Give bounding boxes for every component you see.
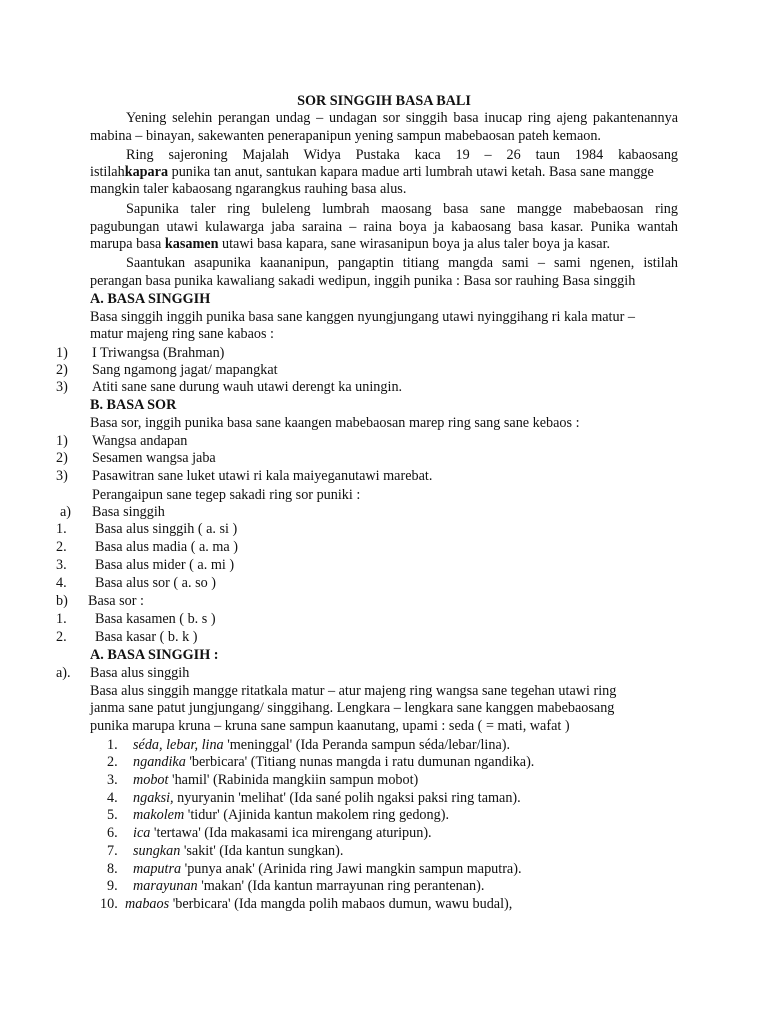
- class-a-item-1-number: 1.: [56, 521, 67, 537]
- paragraph-3-line-1: Sapunika taler ring buleleng lumbrah maosang basa sane mangge mabebaosan ring: [126, 201, 678, 217]
- paragraph-1-line-1: Yening selehin perangan undag – undagan sor singgih basa inucap ring ajeng pakantenannya: [126, 110, 678, 126]
- class-b-item-1-text: Basa kasamen ( b. s ): [95, 611, 216, 627]
- word-item-2-meaning: 'berbicara' (Titiang nunas mangda i ratu dumunan ngandika).: [185, 754, 535, 770]
- text-istilah: istilah: [90, 164, 125, 180]
- word-item-6-meaning: 'tertawa' (Ida makasami ica mirengang aturipun).: [150, 825, 432, 841]
- paragraph-2-line-3: mangkin taler kabaosang ngarangkus rauhing basa alus.: [90, 181, 407, 197]
- section-b-item-3-text: Pasawitran sane luket utawi ri kala maiyeganutawi marebat.: [92, 468, 433, 484]
- document-title: SOR SINGGIH BASA BALI: [297, 93, 471, 109]
- word-item-8-meaning: 'punya anak' (Arinida ring Jawi mangkin sampun maputra).: [181, 861, 522, 877]
- section-a-heading: A. BASA SINGGIH: [90, 291, 211, 307]
- word-item-6-term: ica: [133, 825, 151, 841]
- class-b-label: b): [56, 593, 68, 609]
- word-item-4: [133, 790, 521, 807]
- section-b-desc-line-1: Basa sor, inggih punika basa sane kaangen mabebaosan marep ring sang sane kebaos :: [90, 415, 580, 431]
- word-item-5-term: makolem: [133, 807, 185, 823]
- term-kapara: kapara: [124, 164, 169, 180]
- word-item-8-term: maputra: [133, 861, 182, 877]
- word-item-7-meaning: 'sakit' (Ida kantun sungkan).: [180, 843, 344, 859]
- word-item-3-term: mobot: [133, 772, 169, 788]
- word-item-6: [133, 825, 432, 842]
- section-a-item-2-number: 2): [56, 362, 68, 378]
- class-a-item-1-text: Basa alus singgih ( a. si ): [95, 521, 238, 537]
- word-item-7-number: 7.: [107, 843, 118, 859]
- section-b-item-2-number: 2): [56, 450, 68, 466]
- class-b-item-1-number: 1.: [56, 611, 67, 627]
- paragraph-1-line-2: mabina – binayan, sakewanten penerapanipun yening sampun mabebaosan pateh kemaon.: [90, 128, 601, 144]
- class-b-text: Basa sor :: [88, 593, 144, 609]
- section-a2-heading: A. BASA SINGGIH :: [90, 647, 219, 663]
- word-item-7-term: sungkan: [133, 843, 181, 859]
- class-a-item-2-number: 2.: [56, 539, 67, 555]
- section-b-item-2-text: Sesamen wangsa jaba: [92, 450, 216, 466]
- word-item-5-number: 5.: [107, 807, 118, 823]
- section-b-item-1-number: 1): [56, 433, 68, 449]
- section-a-desc-line-1: Basa singgih inggih punika basa sane kanggen nyungjungang utawi nyinggihang ri kala matur –: [90, 309, 635, 325]
- word-item-1-term: séda, lebar, lina: [133, 737, 224, 753]
- word-item-9-term: marayunan: [133, 878, 198, 894]
- word-item-4-meaning: nyuryanin 'melihat' (Ida sané polih ngaksi paksi ring taman).: [173, 790, 521, 806]
- word-item-1: [133, 737, 510, 754]
- text-kapara-rest: punika tan anut, santukan kapara madue arti lumbrah utawi ketah. Basa sane mangge: [168, 164, 654, 180]
- text-kasamen-rest: utawi basa kapara, sane wirasanipun boya ja alus taler boya ja kasar.: [218, 236, 611, 252]
- word-item-3-number: 3.: [107, 772, 118, 788]
- section-a2-sub-label: a).: [56, 665, 71, 681]
- class-a-item-2-text: Basa alus madia ( a. ma ): [95, 539, 239, 555]
- word-item-9: [133, 878, 484, 895]
- perangaipun-line: Perangaipun sane tegep sakadi ring sor puniki :: [92, 487, 361, 503]
- term-kasamen: kasamen: [164, 236, 219, 252]
- section-a2-sub-text: Basa alus singgih: [90, 665, 190, 681]
- word-item-10-number: 10.: [100, 896, 118, 912]
- section-b-item-3-number: 3): [56, 468, 68, 484]
- class-a-item-4-text: Basa alus sor ( a. so ): [95, 575, 216, 591]
- class-a-item-4-number: 4.: [56, 575, 67, 591]
- section-a-item-1-text: I Triwangsa (Brahman): [92, 345, 225, 361]
- word-item-1-meaning: 'meninggal' (Ida Peranda sampun séda/lebar/lina).: [223, 737, 511, 753]
- word-item-10-meaning: 'berbicara' (Ida mangda polih mabaos dumun, wawu budal),: [169, 896, 513, 912]
- section-a2-desc-line-2: janma sane patut jungjungang/ singgihang. Lengkara – lengkara sane kanggen mabebaosang: [90, 700, 615, 716]
- paragraph-2-line-1: Ring sajeroning Majalah Widya Pustaka kaca 19 – 26 taun 1984 kabaosang: [126, 147, 678, 163]
- class-b-item-2-text: Basa kasar ( b. k ): [95, 629, 198, 645]
- section-a-desc-line-2: matur majeng ring sane kabaos :: [90, 326, 274, 342]
- section-a-item-2-text: Sang ngamong jagat/ mapangkat: [92, 362, 278, 378]
- section-a-item-3-number: 3): [56, 379, 68, 395]
- word-item-4-number: 4.: [107, 790, 118, 806]
- section-a2-desc-line-3: punika marupa kruna – kruna sane sampun kaanutang, upami : seda ( = mati, wafat ): [90, 718, 570, 734]
- section-a-item-1-number: 1): [56, 345, 68, 361]
- word-item-6-number: 6.: [107, 825, 118, 841]
- word-item-5: [133, 807, 449, 824]
- word-item-9-number: 9.: [107, 878, 118, 894]
- word-item-10: [125, 896, 512, 913]
- word-item-7: [133, 843, 343, 860]
- word-item-3: [133, 772, 418, 789]
- class-a-item-3-number: 3.: [56, 557, 67, 573]
- paragraph-4-line-1: Saantukan asapunika kaananipun, pangaptin titiang mangda sami – sami ngenen, istilah: [126, 255, 678, 271]
- class-a-item-3-text: Basa alus mider ( a. mi ): [95, 557, 235, 573]
- class-b-item-2-number: 2.: [56, 629, 67, 645]
- paragraph-3-line-3: [90, 236, 610, 253]
- section-b-heading: B. BASA SOR: [90, 397, 177, 413]
- word-item-3-meaning: 'hamil' (Rabinida mangkiin sampun mobot): [168, 772, 419, 788]
- word-item-8: [133, 861, 522, 878]
- word-item-5-meaning: 'tidur' (Ajinida kantun makolem ring gedong).: [184, 807, 449, 823]
- section-b-item-1-text: Wangsa andapan: [92, 433, 188, 449]
- word-item-1-number: 1.: [107, 737, 118, 753]
- paragraph-3-line-2: pagubungan utawi kulawarga jaba saraina – raina boya ja kabaosang basa kasar. Punika wantah: [90, 219, 678, 235]
- word-item-2-term: ngandika: [133, 754, 186, 770]
- paragraph-4-line-2: perangan basa punika kawaliang sakadi wedipun, inggih punika : Basa sor rauhing Basa singgih: [90, 273, 636, 289]
- class-a-label: a): [60, 504, 72, 520]
- class-a-text: Basa singgih: [92, 504, 165, 520]
- paragraph-2-line-2: [90, 164, 678, 181]
- word-item-2-number: 2.: [107, 754, 118, 770]
- word-item-10-term: mabaos: [125, 896, 170, 912]
- word-item-2: [133, 754, 534, 771]
- word-item-4-term: ngaksi,: [133, 790, 174, 806]
- section-a-item-3-text: Atiti sane sane durung wauh utawi derengt ka uningin.: [92, 379, 403, 395]
- word-item-8-number: 8.: [107, 861, 118, 877]
- word-item-9-meaning: 'makan' (Ida kantun marrayunan ring perantenan).: [197, 878, 485, 894]
- text-marupa: marupa basa: [90, 236, 165, 252]
- section-a2-desc-line-1: Basa alus singgih mangge ritatkala matur – atur majeng ring wangsa sane tegehan utawi ring: [90, 683, 617, 699]
